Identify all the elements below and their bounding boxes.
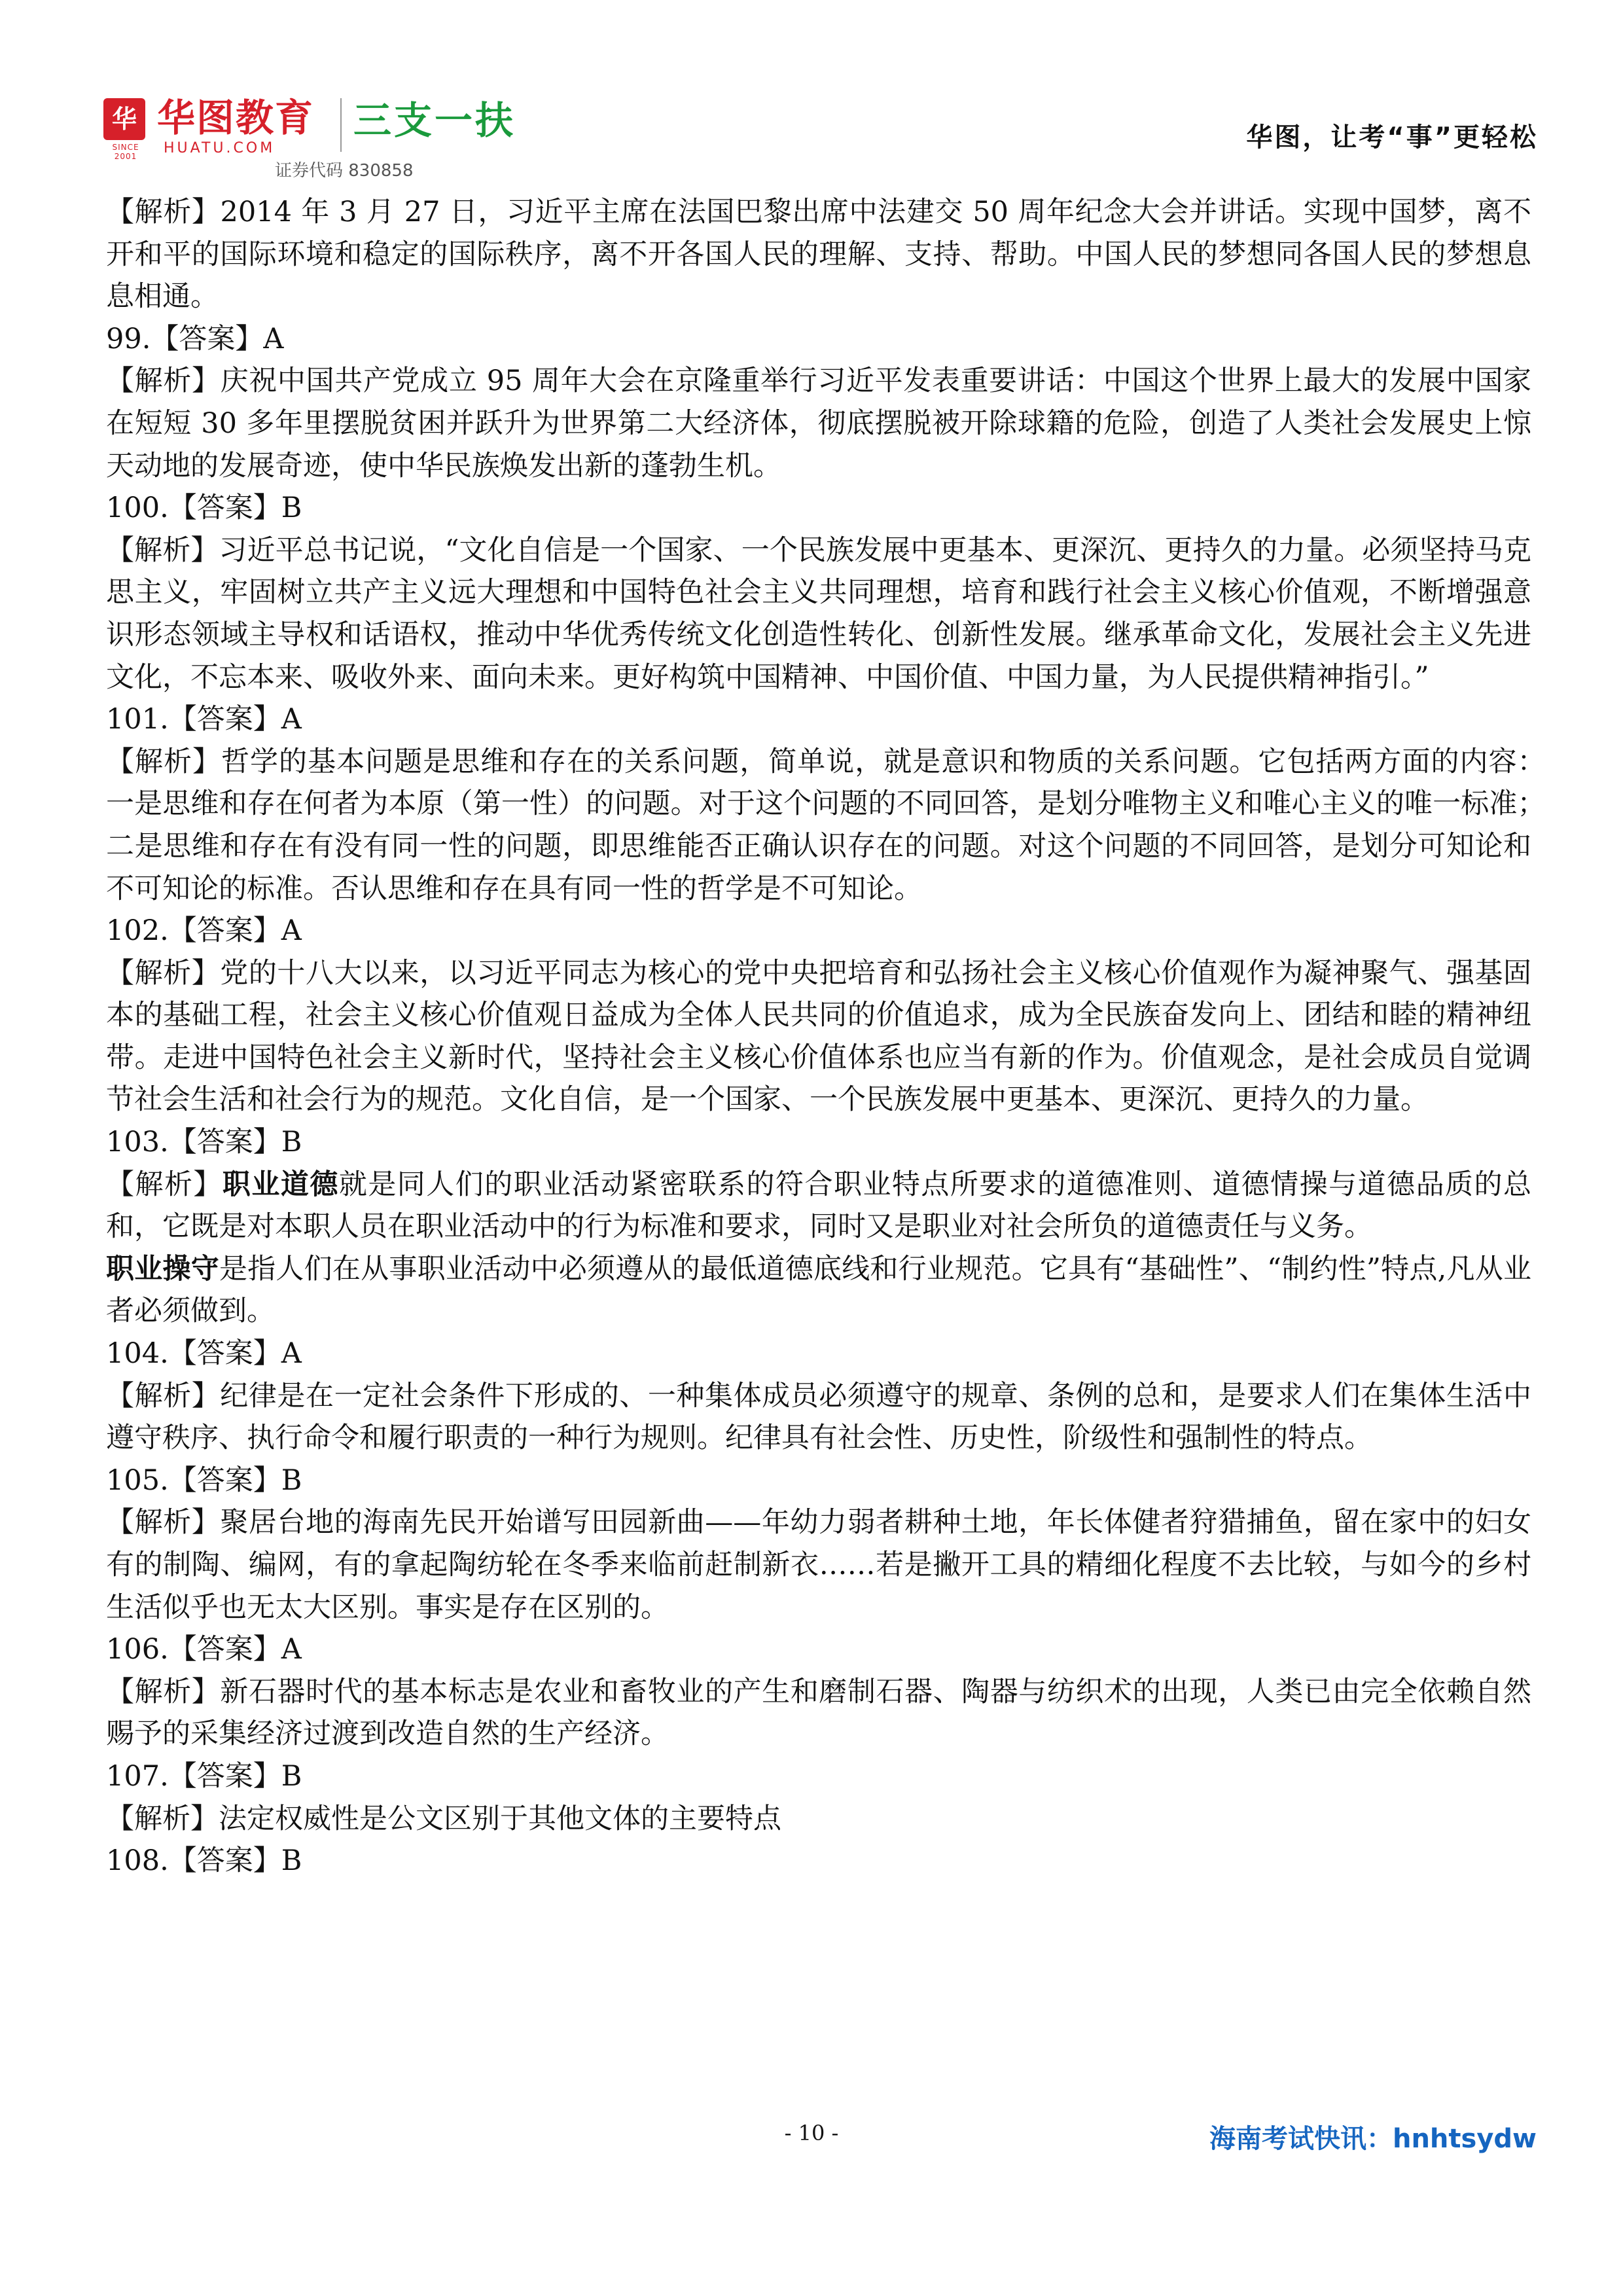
explanation-103-b <box>106 1248 1531 1333</box>
logo-program-name: 三支一扶 <box>353 98 516 143</box>
explanation-103 <box>106 1164 1531 1248</box>
term-professional-integrity: 职业操守 <box>106 1252 219 1285</box>
explanation-107: 【解析】法定权威性是公文区别于其他文体的主要特点 <box>106 1802 781 1835</box>
logo-since-text: SINCE 2001 <box>112 143 139 161</box>
definition-professional-ethics: 就是同人们的职业活动紧密联系的符合职业特点所要求的道德准则、道德情操与道德品质的总和，它既是对本职人员在职业活动中的行为标准和要求，同时又是职业对社会所负的道德责任与义务。 <box>106 1168 1532 1244</box>
explanation-106: 【解析】新石器时代的基本标志是农业和畜牧业的产生和磨制石器、陶器与纺织术的出现，人类已由完全依赖自然赐予的采集经济过渡到改造自然的生产经济。 <box>106 1675 1531 1751</box>
answer-100: 100.【答案】B <box>106 492 302 525</box>
explanation-105: 【解析】聚居台地的海南先民开始谱写田园新曲——年幼力弱者耕种土地，年长体健者狩猎捕鱼，留在家中的妇女有的制陶、编网，有的拿起陶纺轮在冬季来临前赶制新衣……若是撇开工具的精细化程度不去比较，与如今的乡村生活似乎也无太大区别。事实是存在区别的。 <box>106 1506 1531 1624</box>
footer-contact: 海南考试快讯：hnhtsydw <box>1209 2124 1537 2154</box>
logo-brand-name: 华图教育 <box>157 96 315 140</box>
answer-101: 101.【答案】A <box>106 703 302 736</box>
page-header <box>0 0 1623 190</box>
answer-102: 102.【答案】A <box>106 914 302 948</box>
page-number: - 10 - <box>784 2121 839 2145</box>
header-tagline: 华图，让考“事”更轻松 <box>1246 122 1538 152</box>
term-professional-ethics: 职业道德 <box>222 1168 339 1201</box>
logo-brand-url: HUATU.COM <box>164 140 276 156</box>
explanation-prefix: 【解析】 <box>106 1168 223 1201</box>
explanation-101: 【解析】哲学的基本问题是思维和存在的关系问题，简单说，就是意识和物质的关系问题。它包括两方面的内容： 一是思维和存在何者为本原（第一性）的问题。对于这个问题的不同回答，是划分唯物主义和唯心主义的唯一标准； 二是思维和存在有没有同一性的问题，即思维能否正确认识存在的问题。对这个问题的不同回答，是划分可知论和不可知论的标准。否认思维和存在具有同一性的哲学是不可知论。 <box>106 745 1560 905</box>
answer-106: 106.【答案】A <box>106 1633 302 1666</box>
explanation-100: 【解析】习近平总书记说，“文化自信是一个国家、一个民族发展中更基本、更深沉、更持久的力量。必须坚持马克思主义，牢固树立共产主义远大理想和中国特色社会主义共同理想，培育和践行社会主义核心价值观，不断增强意识形态领域主导权和话语权，推动中华优秀传统文化创造性转化、创新性发展。继承革命文化，发展社会主义先进文化，不忘本来、吸收外来、面向未来。更好构筑中国精神、中国价值、中国力量，为人民提供精神指引。” <box>106 533 1531 694</box>
answer-explanations <box>106 191 1560 1882</box>
answer-104: 104.【答案】A <box>106 1337 302 1371</box>
definition-professional-integrity: 是指人们在从事职业活动中必须遵从的最低道德底线和行业规范。它具有“基础性”、“制约性”特点,凡从业者必须做到。 <box>106 1252 1531 1328</box>
explanation-104: 【解析】纪律是在一定社会条件下形成的、一种集体成员必须遵守的规章、条例的总和，是要求人们在集体生活中遵守秩序、执行命令和履行职责的一种行为规则。纪律具有社会性、历史性，阶级性和强制性的特点。 <box>106 1379 1531 1455</box>
logo-divider <box>340 98 342 152</box>
answer-103: 103.【答案】B <box>106 1126 302 1159</box>
explanation-99: 【解析】庆祝中国共产党成立 95 周年大会在京隆重举行习近平发表重要讲话：中国这个世界上最大的发展中国家在短短 30 多年里摆脱贫困并跃升为世界第二大经济体，彻底摆脱被开除球籍的危险，创造了人类社会发展史上惊天动地的发展奇迹，使中华民族焕发出新的蓬勃生机。 <box>106 365 1531 482</box>
answer-99: 99.【答案】A <box>106 322 284 355</box>
answer-105: 105.【答案】B <box>106 1463 302 1497</box>
explanation-98: 【解析】2014 年 3 月 27 日，习近平主席在法国巴黎出席中法建交 50 周年纪念大会并讲话。实现中国梦，离不开和平的国际环境和稳定的国际秩序，离不开各国人民的理解、支持、帮助。中国人民的梦想同各国人民的梦想息息相通。 <box>106 196 1531 314</box>
huatu-logo-icon: 华 <box>103 98 145 140</box>
stock-code: 证券代码 830858 <box>275 161 414 181</box>
answer-107: 107.【答案】B <box>106 1759 302 1793</box>
answer-108: 108.【答案】B <box>106 1844 302 1878</box>
explanation-102: 【解析】党的十八大以来，以习近平同志为核心的党中央把培育和弘扬社会主义核心价值观作为凝神聚气、强基固本的基础工程，社会主义核心价值观日益成为全体人民共同的价值追求，成为全民族奋发向上、团结和睦的精神纽带。走进中国特色社会主义新时代，坚持社会主义核心价值体系也应当有新的作为。价值观念，是社会成员自觉调节社会生活和社会行为的规范。文化自信，是一个国家、一个民族发展中更基本、更深沉、更持久的力量。 <box>106 956 1531 1117</box>
